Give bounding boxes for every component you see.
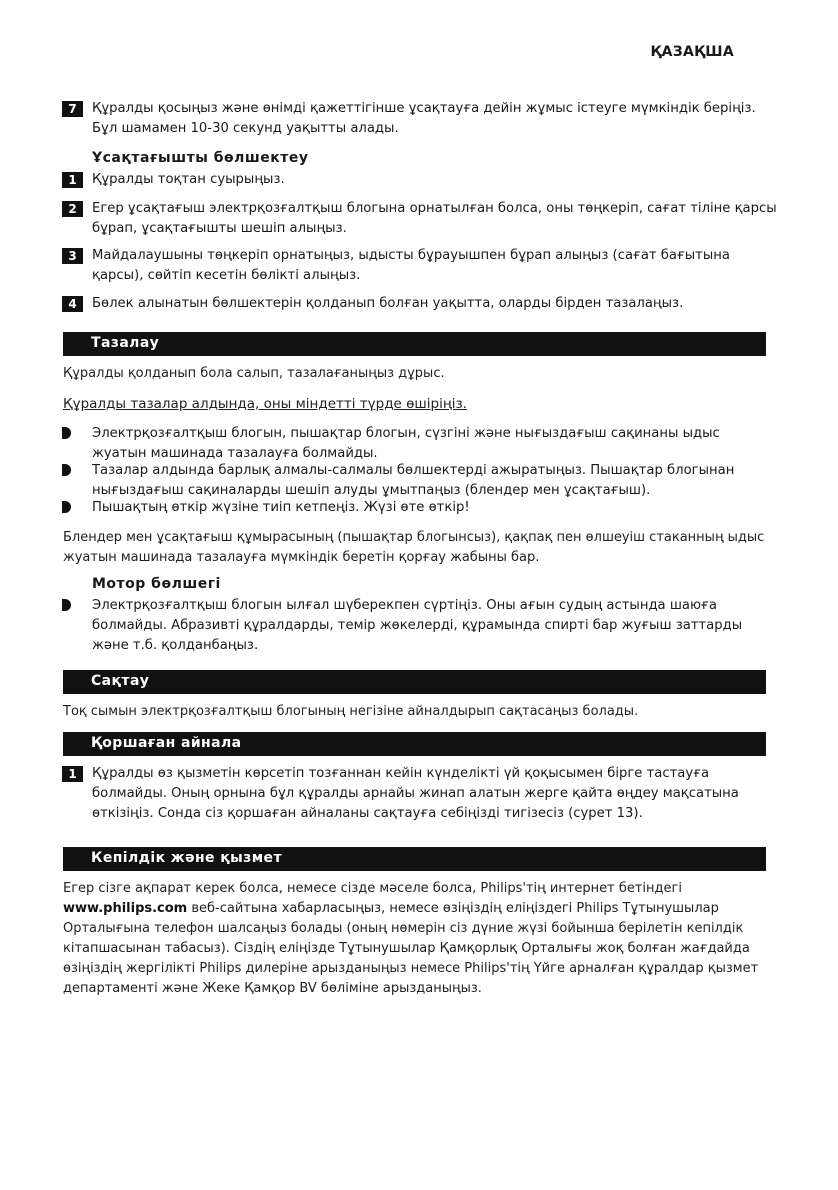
section-bar-environment (63, 732, 766, 756)
step-text: Егер ұсақтағыш электрқозғалтқыш блогына орнатылған болса, оны төңкеріп, сағат тіліне қарсы бұрап, ұсақтағышты шешіп алыңыз. (92, 201, 777, 236)
section-bar-storage (63, 670, 766, 694)
bullet-text: Тазалар алдында барлық алмалы-салмалы бөлшектерді ажыратыңыз. Пышақтар блогынан нығыздағыш сақиналарды шешіп алуды ұмытпаңыз (блендер мен ұсақтағыш). (92, 463, 735, 498)
bullet-icon (62, 599, 71, 611)
website-link[interactable]: www.philips.com (63, 901, 188, 916)
disassembly-step-2 (68, 199, 782, 239)
disassembly-step-4 (68, 294, 782, 314)
cleaning-bullet-2 (92, 461, 772, 501)
bullet-icon (62, 501, 71, 513)
bullet-text: Электрқозғалтқыш блогын ылғал шүберекпен сүртіңіз. Оны ағын судың астында шаюға болмайды. Абразивті құралдарды, темір жөкелерді, құрамында спирті бар жуғыш заттарды және т.б. қолданбаңыз. (92, 598, 743, 653)
section-bar-guarantee (63, 847, 766, 871)
step-number: 1 (62, 766, 83, 782)
step-number: 1 (62, 172, 83, 188)
step-7 (68, 99, 782, 139)
step-number: 2 (62, 201, 83, 217)
cleaning-bullet-3 (92, 498, 772, 518)
section-title-guarantee: Кепілдік және қызмет (91, 850, 282, 866)
section-title-motor: Мотор бөлшегі (92, 576, 221, 592)
guarantee-text-before: Егер сізге ақпарат керек болса, немесе сізде мәселе болса, Philips'тің интернет бетіндегі (63, 881, 682, 896)
section-title-environment: Қоршаған айнала (91, 735, 242, 751)
step-text: Құралды қосыңыз және өнімді қажеттігінше ұсақтауға дейін жұмыс істеуге мүмкіндік беріңіз. Бұл шамамен 10-30 секунд уақытты алады. (92, 101, 756, 136)
step-number: 4 (62, 296, 83, 312)
cleaning-warning: Құралды тазалар алдында, оны міндетті түрде өшіріңіз. (63, 396, 467, 412)
bullet-icon (62, 427, 71, 439)
motor-bullet (92, 596, 772, 656)
step-text: Құралды тоқтан суырыңыз. (92, 172, 285, 187)
bullet-text: Электрқозғалтқыш блогын, пышақтар блогын, сүзгіні және нығыздағыш сақинаны ыдыс жуатын машинада тазалауға болмайды. (92, 426, 720, 461)
section-bar-cleaning (63, 332, 766, 356)
step-text: Майдалаушыны төңкеріп орнатыңыз, ыдысты бұрауышпен бұрап алыңыз (сағат бағытына қарсы), сөйтіп кесетін бөлікті алыңыз. (92, 248, 730, 283)
section-title-cleaning: Тазалау (91, 335, 160, 351)
cleaning-bullet-1 (92, 424, 772, 464)
step-number: 3 (62, 248, 83, 264)
cleaning-intro: Құралды қолданып бола салып, тазалағаныңыз дұрыс. (63, 366, 445, 381)
disassembly-step-3 (68, 246, 782, 286)
disassembly-step-1 (68, 170, 782, 190)
storage-text: Тоқ сымын электрқозғалтқыш блогының негізіне айналдырып сақтасаңыз болады. (63, 704, 639, 719)
guarantee-text-after: веб-сайтына хабарласыңыз, немесе өзіңіздің еліңіздегі Philips Тұтынушылар Орталығына телефон шалсаңыз болады (оның нөмерін сіз дүние жүзі бойынша берілетін кепілдік кітапшасынан табасыз). Сіздің еліңізде Тұтынушылар Қамқорлық Орталығы жоқ болған жағдайда өзіңіздің жергілікті Philips дилеріне арызданыңыз немесе Philips'тің Үйге арналған құралдар қызмет департаменті және Жеке Қамқор BV бөліміне арызданыңыз. (63, 901, 759, 996)
language-label: ҚАЗАҚША (650, 44, 734, 60)
step-text: Бөлек алынатын бөлшектерін қолданып болған уақытта, оларды бірден тазалаңыз. (92, 296, 684, 311)
section-title-disassembly: Ұсақтағышты бөлшектеу (92, 150, 309, 166)
step-number: 7 (62, 101, 83, 117)
environment-step-1 (68, 764, 782, 824)
guarantee-text (63, 879, 768, 999)
bullet-text: Пышақтың өткір жүзіне тиіп кетпеңіз. Жүзі өте өткір! (92, 500, 470, 515)
bullet-icon (62, 464, 71, 476)
step-text: Құралды өз қызметін көрсетіп тозғаннан кейін күнделікті үй қоқысымен бірге тастауға болмайды. Оның орнына бұл құралды арнайы жинап алатын жерге қайта өңдеу мақсатына өткізіңіз. Сонда сіз қоршаған айналаны сақтауға себіңізді тигізесіз (сурет 13). (92, 766, 739, 821)
section-title-storage: Сақтау (91, 673, 150, 689)
dishwasher-note: Блендер мен ұсақтағыш құмырасының (пышақтар блогынсыз), қақпақ пен өлшеуіш стаканның ыдыс жуатын машинада тазалауға мүмкіндік беретін қорғау жабыны бар. (63, 530, 765, 565)
